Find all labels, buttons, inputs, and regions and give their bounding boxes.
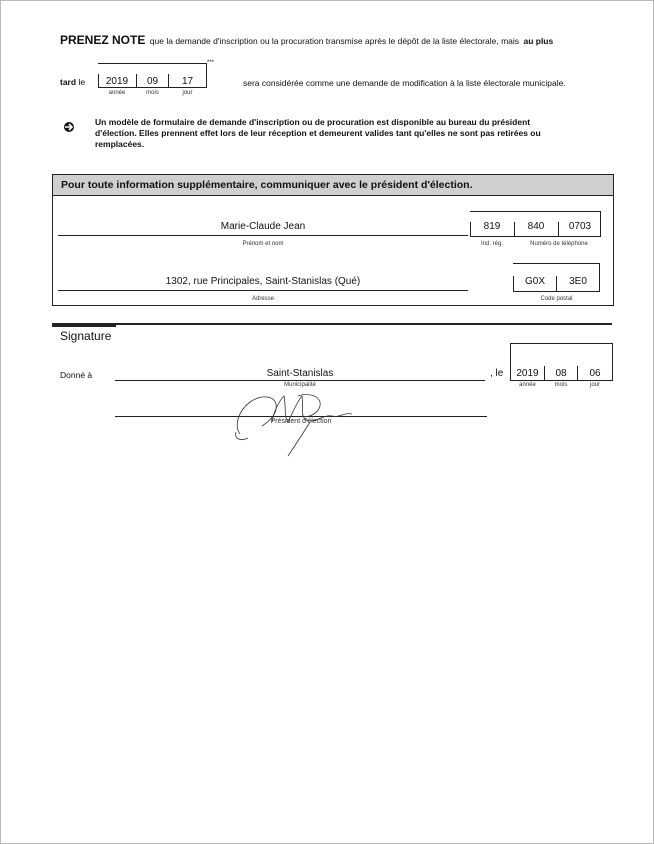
phone-underline	[470, 236, 601, 237]
info-line-3: remplacées.	[95, 139, 145, 149]
postal-label: Code postal	[540, 296, 573, 302]
phone-sep-2	[558, 222, 559, 237]
sig-date-month: 08	[555, 368, 567, 379]
info-line-2: d'élection. Elles prennent effet lors de leur réception et demeurent valides tant qu'elles ne sont pas retirées ou	[95, 128, 541, 138]
note-date-month-label: mois	[146, 90, 159, 96]
note-date-month: 09	[146, 76, 159, 87]
phone-sep-0	[470, 222, 471, 237]
sig-date-year: 2019	[516, 368, 539, 379]
municipality-value: Saint-Stanislas	[266, 368, 334, 379]
note-date-underline	[98, 87, 206, 88]
sig-date-month-label: mois	[554, 382, 568, 388]
phone-number: 0703	[568, 221, 592, 232]
sig-date-year-label: année	[519, 382, 536, 388]
officer-label: Président d'élection	[270, 418, 332, 425]
sig-le: , le	[490, 368, 504, 379]
contact-name-label: Prénom et nom	[242, 241, 284, 247]
info-paragraph	[95, 117, 541, 150]
info-line-1: Un modèle de formulaire de demande d'inscription ou de procuration est disponible au bureau du président	[95, 117, 531, 127]
note-le: le	[78, 77, 86, 87]
note-text-2: sera considérée comme une demande de modification à la liste électorale municipale.	[243, 78, 566, 88]
address-label: Adresse	[251, 296, 274, 302]
contact-address: 1302, rue Principales, Saint-Stanislas (Qué)	[165, 276, 361, 287]
address-underline	[58, 290, 468, 291]
area-label: Ind. rég.	[480, 241, 503, 247]
postal-2: 3E0	[569, 276, 587, 287]
note-date-day-label: jour	[182, 90, 193, 96]
note-prefix: PRENEZ NOTE	[60, 33, 146, 47]
municipality-label: Municipalité	[284, 382, 316, 388]
municipality-underline	[115, 380, 485, 381]
note-date-year-label: année	[108, 90, 126, 96]
note-asterisks: ***	[207, 60, 215, 66]
arrow-right-icon	[62, 120, 78, 132]
note-date-day: 17	[181, 76, 194, 87]
given-at-label: Donné à	[60, 370, 93, 380]
phone-prefix: 840	[527, 221, 545, 232]
contact-header: Pour toute information supplémentaire, communiquer avec le président d'élection.	[61, 179, 473, 191]
name-underline	[58, 235, 468, 236]
signature-rule-tab	[52, 323, 116, 327]
sig-date-underline	[510, 380, 613, 381]
note-tard: tard	[60, 77, 77, 87]
phone-label: Numéro de téléphone	[530, 241, 588, 247]
note-text-1b: au plus	[523, 36, 554, 46]
sig-date-day: 06	[589, 368, 601, 379]
phone-sep-1	[514, 222, 515, 237]
note-line-2	[60, 77, 85, 87]
signature-rule	[52, 323, 612, 325]
contact-name: Marie-Claude Jean	[220, 221, 306, 232]
note-date-year: 2019	[105, 76, 129, 87]
note-line-1	[60, 31, 553, 49]
postal-1: G0X	[524, 276, 545, 287]
phone-area: 819	[483, 221, 501, 232]
note-text-1: que la demande d'inscription ou la procuration transmise après le dépôt de la liste électorale, mais	[149, 36, 520, 46]
sig-date-day-label: jour	[589, 382, 600, 388]
signature-heading: Signature	[60, 329, 112, 343]
handwritten-signature	[228, 386, 368, 458]
